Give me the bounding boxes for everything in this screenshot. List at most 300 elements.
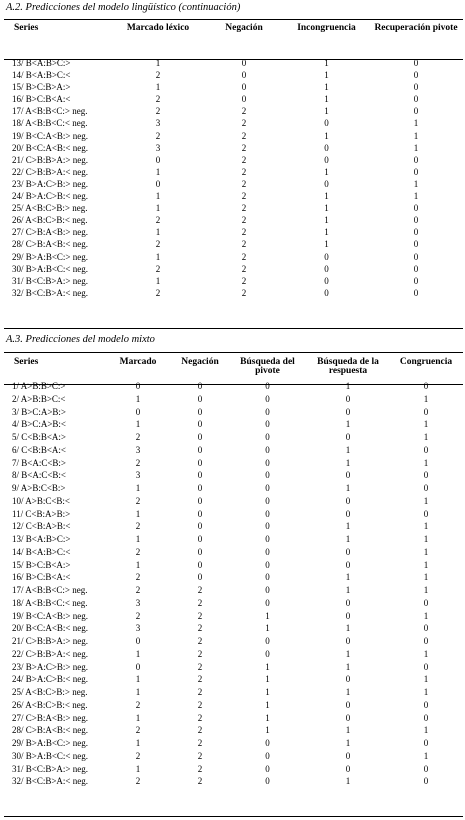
table-row [4, 117, 463, 129]
series-cell: 7/ B<A:C<B:> [12, 457, 66, 468]
value-cell: 1 [345, 381, 351, 391]
series-cell: 24/ B>A:C>B:< neg. [12, 191, 88, 202]
header-negacion: Negación [181, 357, 219, 367]
value-cell: 0 [197, 534, 203, 544]
value-cell: 1 [155, 166, 161, 177]
series-cell: 27/ C>B:A<B:> neg. [12, 712, 88, 723]
value-cell: 0 [265, 636, 270, 646]
caption-a3: A.3. Predicciones del modelo mixto [6, 334, 155, 345]
value-cell: 2 [241, 203, 247, 214]
value-cell: 0 [265, 508, 270, 519]
value-cell: 0 [324, 275, 329, 286]
series-cell: 10/ A>B:C<B:< [12, 495, 70, 506]
value-cell: 0 [324, 142, 329, 153]
value-cell: 1 [324, 203, 329, 214]
table-row [4, 661, 463, 674]
value-cell: 0 [413, 239, 419, 250]
value-cell: 1 [345, 444, 351, 455]
value-cell: 1 [345, 457, 351, 468]
value-cell: 0 [423, 661, 429, 672]
series-cell: 23/ B>A:C>B:> neg. [12, 661, 88, 672]
value-cell: 0 [265, 444, 270, 455]
value-cell: 0 [135, 661, 141, 672]
value-cell: 0 [324, 287, 329, 298]
series-cell: 18/ A<B:B<C:< neg. [12, 597, 88, 608]
series-cell: 32/ B<C:B>A:< neg. [12, 287, 88, 298]
value-cell: 1 [135, 393, 141, 404]
value-cell: 0 [265, 648, 270, 659]
value-cell: 2 [155, 263, 161, 274]
series-cell: 20/ B<C:A<B:< neg. [12, 623, 88, 634]
value-cell: 0 [197, 470, 203, 481]
value-cell: 1 [413, 118, 419, 129]
series-cell: 31/ B<C:B>A:> neg. [12, 275, 88, 286]
value-cell: 3 [135, 623, 141, 634]
table-row [4, 686, 463, 699]
value-cell: 0 [345, 470, 351, 481]
table-row [4, 533, 463, 546]
series-cell: 23/ B>A:C>B:> neg. [12, 178, 88, 189]
series-cell: 22/ C>B:B>A:< neg. [12, 166, 88, 177]
table-row [4, 275, 463, 287]
value-cell: 2 [155, 94, 161, 105]
value-cell: 0 [197, 406, 203, 417]
value-cell: 1 [423, 572, 429, 583]
series-cell: 20/ B<C:A<B:< neg. [12, 142, 88, 153]
value-cell: 1 [345, 687, 351, 697]
series-cell: 28/ C>B:A<B:< neg. [12, 725, 88, 736]
value-cell: 0 [345, 674, 351, 685]
value-cell: 2 [135, 699, 141, 710]
value-cell: 1 [135, 712, 141, 723]
value-cell: 0 [265, 381, 270, 391]
value-cell: 2 [155, 70, 161, 81]
value-cell: 1 [135, 534, 141, 544]
value-cell: 0 [413, 203, 419, 214]
table-row [4, 418, 463, 431]
table-row [4, 93, 463, 105]
value-cell: 1 [345, 661, 351, 672]
value-cell: 0 [197, 444, 203, 455]
rule-top-a2 [4, 19, 463, 20]
value-cell: 2 [197, 648, 203, 659]
value-cell: 2 [197, 623, 203, 634]
series-cell: 17/ A<B:B<C:> neg. [12, 585, 88, 595]
value-cell: 2 [241, 287, 247, 298]
value-cell: 0 [423, 470, 429, 481]
table-row [4, 69, 463, 81]
value-cell: 2 [197, 674, 203, 685]
value-cell: 2 [155, 239, 161, 250]
table-row [4, 571, 463, 584]
value-cell: 1 [413, 130, 419, 141]
value-cell: 0 [423, 444, 429, 455]
series-cell: 32/ B<C:B>A:< neg. [12, 776, 88, 787]
value-cell: 1 [324, 191, 329, 202]
value-cell: 1 [423, 393, 429, 404]
value-cell: 0 [324, 251, 329, 262]
value-cell: 2 [135, 495, 141, 506]
value-cell: 0 [265, 534, 270, 544]
series-cell: 26/ A<B:C>B:< neg. [12, 699, 88, 710]
value-cell: 0 [345, 750, 351, 761]
value-cell: 1 [423, 725, 429, 736]
value-cell: 0 [413, 215, 419, 226]
value-cell: 2 [197, 712, 203, 723]
value-cell: 1 [135, 483, 141, 493]
value-cell: 3 [135, 444, 141, 455]
series-cell: 24/ B>A:C>B:< neg. [12, 674, 88, 685]
table-row [4, 673, 463, 686]
series-cell: 11/ C<B:A>B:> [12, 508, 71, 519]
series-cell: 19/ B<C:A<B:> neg. [12, 130, 88, 141]
value-cell: 0 [345, 406, 351, 417]
table-row [4, 648, 463, 661]
value-cell: 2 [241, 191, 247, 202]
value-cell: 1 [423, 610, 429, 621]
value-cell: 2 [135, 776, 141, 787]
value-cell: 0 [265, 585, 270, 595]
value-cell: 0 [265, 495, 270, 506]
value-cell: 1 [155, 58, 161, 68]
value-cell: 1 [345, 534, 351, 544]
value-cell: 1 [345, 483, 351, 493]
value-cell: 0 [197, 483, 203, 493]
value-cell: 0 [197, 457, 203, 468]
value-cell: 0 [423, 699, 429, 710]
value-cell: 1 [345, 521, 351, 532]
value-cell: 0 [197, 559, 203, 570]
header-marcado: Marcado [119, 357, 157, 367]
value-cell: 1 [155, 251, 161, 262]
value-cell: 0 [197, 521, 203, 532]
value-cell: 0 [265, 546, 270, 557]
value-cell: 1 [155, 275, 161, 286]
value-cell: 0 [241, 70, 247, 81]
value-cell: 2 [197, 725, 203, 736]
table-row [4, 406, 463, 419]
value-cell: 2 [155, 106, 161, 117]
series-cell: 8/ B<A:C<B:< [12, 470, 66, 481]
value-cell: 1 [265, 610, 270, 621]
table-row [4, 105, 463, 117]
value-cell: 1 [265, 674, 270, 685]
value-cell: 0 [241, 94, 247, 105]
value-cell: 0 [265, 419, 270, 430]
table-row [4, 457, 463, 470]
series-cell: 9/ A>B:C<B:> [12, 483, 66, 493]
value-cell: 0 [197, 432, 203, 442]
value-cell: 0 [345, 559, 351, 570]
rule-bottom-a3 [4, 816, 463, 817]
series-cell: 28/ C>B:A<B:< neg. [12, 239, 88, 250]
value-cell: 1 [324, 130, 329, 141]
value-cell: 1 [324, 166, 329, 177]
rule-top-a3 [4, 352, 463, 353]
value-cell: 0 [345, 546, 351, 557]
value-cell: 0 [265, 457, 270, 468]
value-cell: 0 [413, 70, 419, 81]
value-cell: 0 [423, 636, 429, 646]
value-cell: 0 [265, 470, 270, 481]
table-row [4, 610, 463, 623]
series-cell: 30/ B>A:B<C:< neg. [12, 750, 88, 761]
value-cell: 2 [197, 597, 203, 608]
series-cell: 3/ B>C:A>B:> [12, 406, 66, 417]
table-row [4, 251, 463, 263]
value-cell: 2 [197, 738, 203, 748]
value-cell: 2 [135, 725, 141, 736]
value-cell: 0 [345, 636, 351, 646]
value-cell: 0 [423, 763, 429, 774]
value-cell: 2 [197, 776, 203, 787]
table-row [4, 737, 463, 750]
value-cell: 1 [265, 661, 270, 672]
series-cell: 16/ B>C:B<A:< [12, 94, 71, 105]
series-cell: 21/ C>B:B>A:> neg. [12, 154, 88, 165]
value-cell: 3 [155, 142, 161, 153]
table-row [4, 142, 463, 154]
value-cell: 0 [345, 597, 351, 608]
header-series: Series [14, 23, 39, 33]
value-cell: 1 [324, 239, 329, 250]
series-cell: 2/ A>B:B>C:< [12, 393, 66, 404]
caption-a2: A.2. Predicciones del modelo lingüístico (continuación) [6, 2, 241, 13]
value-cell: 1 [423, 419, 429, 430]
value-cell: 0 [135, 381, 141, 391]
table-row [4, 263, 463, 275]
value-cell: 1 [423, 648, 429, 659]
value-cell: 1 [423, 687, 429, 697]
value-cell: 1 [324, 58, 329, 68]
value-cell: 1 [135, 559, 141, 570]
table-row [4, 597, 463, 610]
value-cell: 0 [324, 263, 329, 274]
header-busqueda-pivote: Búsqueda del pivote [240, 357, 295, 376]
value-cell: 0 [345, 712, 351, 723]
value-cell: 0 [265, 572, 270, 583]
header-marcado-lexico: Marcado léxico [126, 23, 190, 33]
value-cell: 0 [423, 381, 429, 391]
value-cell: 0 [345, 508, 351, 519]
value-cell: 1 [413, 191, 419, 202]
value-cell: 1 [345, 419, 351, 430]
value-cell: 1 [423, 495, 429, 506]
table-row [4, 750, 463, 763]
value-cell: 1 [135, 419, 141, 430]
value-cell: 0 [265, 521, 270, 532]
value-cell: 1 [135, 674, 141, 685]
table-a3 [4, 358, 463, 788]
table-row [4, 431, 463, 444]
table-row [4, 699, 463, 712]
value-cell: 2 [241, 118, 247, 129]
value-cell: 0 [413, 227, 419, 238]
table-a2-body [4, 57, 463, 299]
value-cell: 2 [197, 750, 203, 761]
table-row [4, 393, 463, 406]
value-cell: 2 [135, 585, 141, 595]
series-cell: 14/ B<A:B>C:< [12, 546, 71, 557]
value-cell: 1 [265, 699, 270, 710]
table-row [4, 469, 463, 482]
table-row [4, 130, 463, 142]
value-cell: 0 [265, 738, 270, 748]
series-cell: 17/ A<B:B<C:> neg. [12, 106, 88, 117]
value-cell: 2 [241, 263, 247, 274]
series-cell: 26/ A<B:C>B:< neg. [12, 215, 88, 226]
value-cell: 1 [324, 82, 329, 93]
value-cell: 1 [423, 559, 429, 570]
value-cell: 0 [423, 406, 429, 417]
value-cell: 2 [155, 287, 161, 298]
value-cell: 1 [324, 106, 329, 117]
value-cell: 0 [265, 763, 270, 774]
value-cell: 3 [135, 470, 141, 481]
table-row [4, 238, 463, 250]
header-busqueda-respuesta: Búsqueda de la respuesta [317, 357, 379, 376]
value-cell: 2 [135, 521, 141, 532]
value-cell: 0 [265, 483, 270, 493]
value-cell: 2 [155, 130, 161, 141]
value-cell: 1 [345, 648, 351, 659]
value-cell: 1 [135, 648, 141, 659]
table-row [4, 520, 463, 533]
value-cell: 2 [197, 699, 203, 710]
value-cell: 0 [197, 381, 203, 391]
value-cell: 2 [241, 166, 247, 177]
value-cell: 0 [413, 166, 419, 177]
value-cell: 0 [413, 94, 419, 105]
value-cell: 2 [241, 130, 247, 141]
value-cell: 2 [197, 610, 203, 621]
header-congruencia: Congruencia [399, 357, 453, 367]
series-cell: 14/ B<A:B>C:< [12, 70, 71, 81]
value-cell: 0 [135, 636, 141, 646]
table-row [4, 763, 463, 776]
value-cell: 1 [423, 457, 429, 468]
series-cell: 13/ B<A:B>C:> [12, 534, 71, 544]
value-cell: 2 [241, 227, 247, 238]
value-cell: 2 [241, 215, 247, 226]
value-cell: 0 [423, 776, 429, 787]
series-cell: 15/ B>C:B<A:> [12, 559, 71, 570]
value-cell: 2 [197, 763, 203, 774]
table-row [4, 775, 463, 788]
value-cell: 0 [423, 738, 429, 748]
value-cell: 2 [241, 275, 247, 286]
value-cell: 3 [155, 118, 161, 129]
value-cell: 0 [423, 483, 429, 493]
header-recuperacion-pivote: Recuperación pivote [374, 23, 458, 33]
value-cell: 1 [423, 432, 429, 442]
table-a3-body [4, 380, 463, 788]
table-row [4, 724, 463, 737]
value-cell: 1 [265, 725, 270, 736]
series-cell: 29/ B>A:B<C:> neg. [12, 738, 88, 748]
value-cell: 1 [423, 534, 429, 544]
series-cell: 25/ A<B:C>B:> neg. [12, 687, 88, 697]
value-cell: 0 [197, 495, 203, 506]
series-cell: 18/ A<B:B<C:< neg. [12, 118, 88, 129]
value-cell: 0 [265, 393, 270, 404]
value-cell: 0 [155, 154, 161, 165]
table-a2 [4, 24, 463, 299]
value-cell: 2 [135, 750, 141, 761]
value-cell: 1 [155, 82, 161, 93]
value-cell: 0 [345, 699, 351, 710]
value-cell: 1 [423, 546, 429, 557]
value-cell: 0 [197, 393, 203, 404]
value-cell: 1 [155, 203, 161, 214]
value-cell: 3 [135, 597, 141, 608]
value-cell: 1 [324, 215, 329, 226]
value-cell: 2 [241, 106, 247, 117]
table-row [4, 622, 463, 635]
table-row [4, 202, 463, 214]
value-cell: 0 [423, 623, 429, 634]
rule-bottom-a2 [4, 328, 463, 329]
value-cell: 0 [265, 406, 270, 417]
value-cell: 2 [135, 457, 141, 468]
value-cell: 0 [413, 251, 419, 262]
value-cell: 2 [241, 251, 247, 262]
table-row [4, 166, 463, 178]
value-cell: 2 [241, 178, 247, 189]
table-row [4, 178, 463, 190]
value-cell: 0 [413, 263, 419, 274]
value-cell: 1 [135, 763, 141, 774]
value-cell: 1 [345, 585, 351, 595]
value-cell: 0 [265, 776, 270, 787]
table-row [4, 712, 463, 725]
value-cell: 2 [197, 636, 203, 646]
value-cell: 1 [423, 750, 429, 761]
table-row [4, 546, 463, 559]
series-cell: 4/ B>C:A>B:< [12, 419, 66, 430]
table-row [4, 154, 463, 166]
value-cell: 2 [197, 687, 203, 697]
table-row [4, 559, 463, 572]
value-cell: 0 [345, 610, 351, 621]
header-negacion: Negación [225, 23, 263, 33]
value-cell: 1 [345, 572, 351, 583]
table-row [4, 635, 463, 648]
value-cell: 1 [345, 623, 351, 634]
value-cell: 0 [324, 154, 329, 165]
value-cell: 1 [265, 623, 270, 634]
value-cell: 0 [413, 58, 419, 68]
value-cell: 0 [265, 750, 270, 761]
value-cell: 0 [413, 287, 419, 298]
value-cell: 1 [135, 687, 141, 697]
value-cell: 0 [155, 178, 161, 189]
value-cell: 0 [345, 432, 351, 442]
series-cell: 22/ C>B:B>A:< neg. [12, 648, 88, 659]
table-row [4, 190, 463, 202]
table-row [4, 287, 463, 299]
value-cell: 0 [265, 432, 270, 442]
value-cell: 0 [413, 106, 419, 117]
value-cell: 0 [197, 546, 203, 557]
value-cell: 1 [324, 94, 329, 105]
value-cell: 1 [155, 191, 161, 202]
value-cell: 2 [241, 154, 247, 165]
value-cell: 0 [241, 58, 247, 68]
value-cell: 2 [135, 572, 141, 583]
value-cell: 2 [135, 432, 141, 442]
series-cell: 1/ A>B:B>C:> [12, 381, 66, 391]
